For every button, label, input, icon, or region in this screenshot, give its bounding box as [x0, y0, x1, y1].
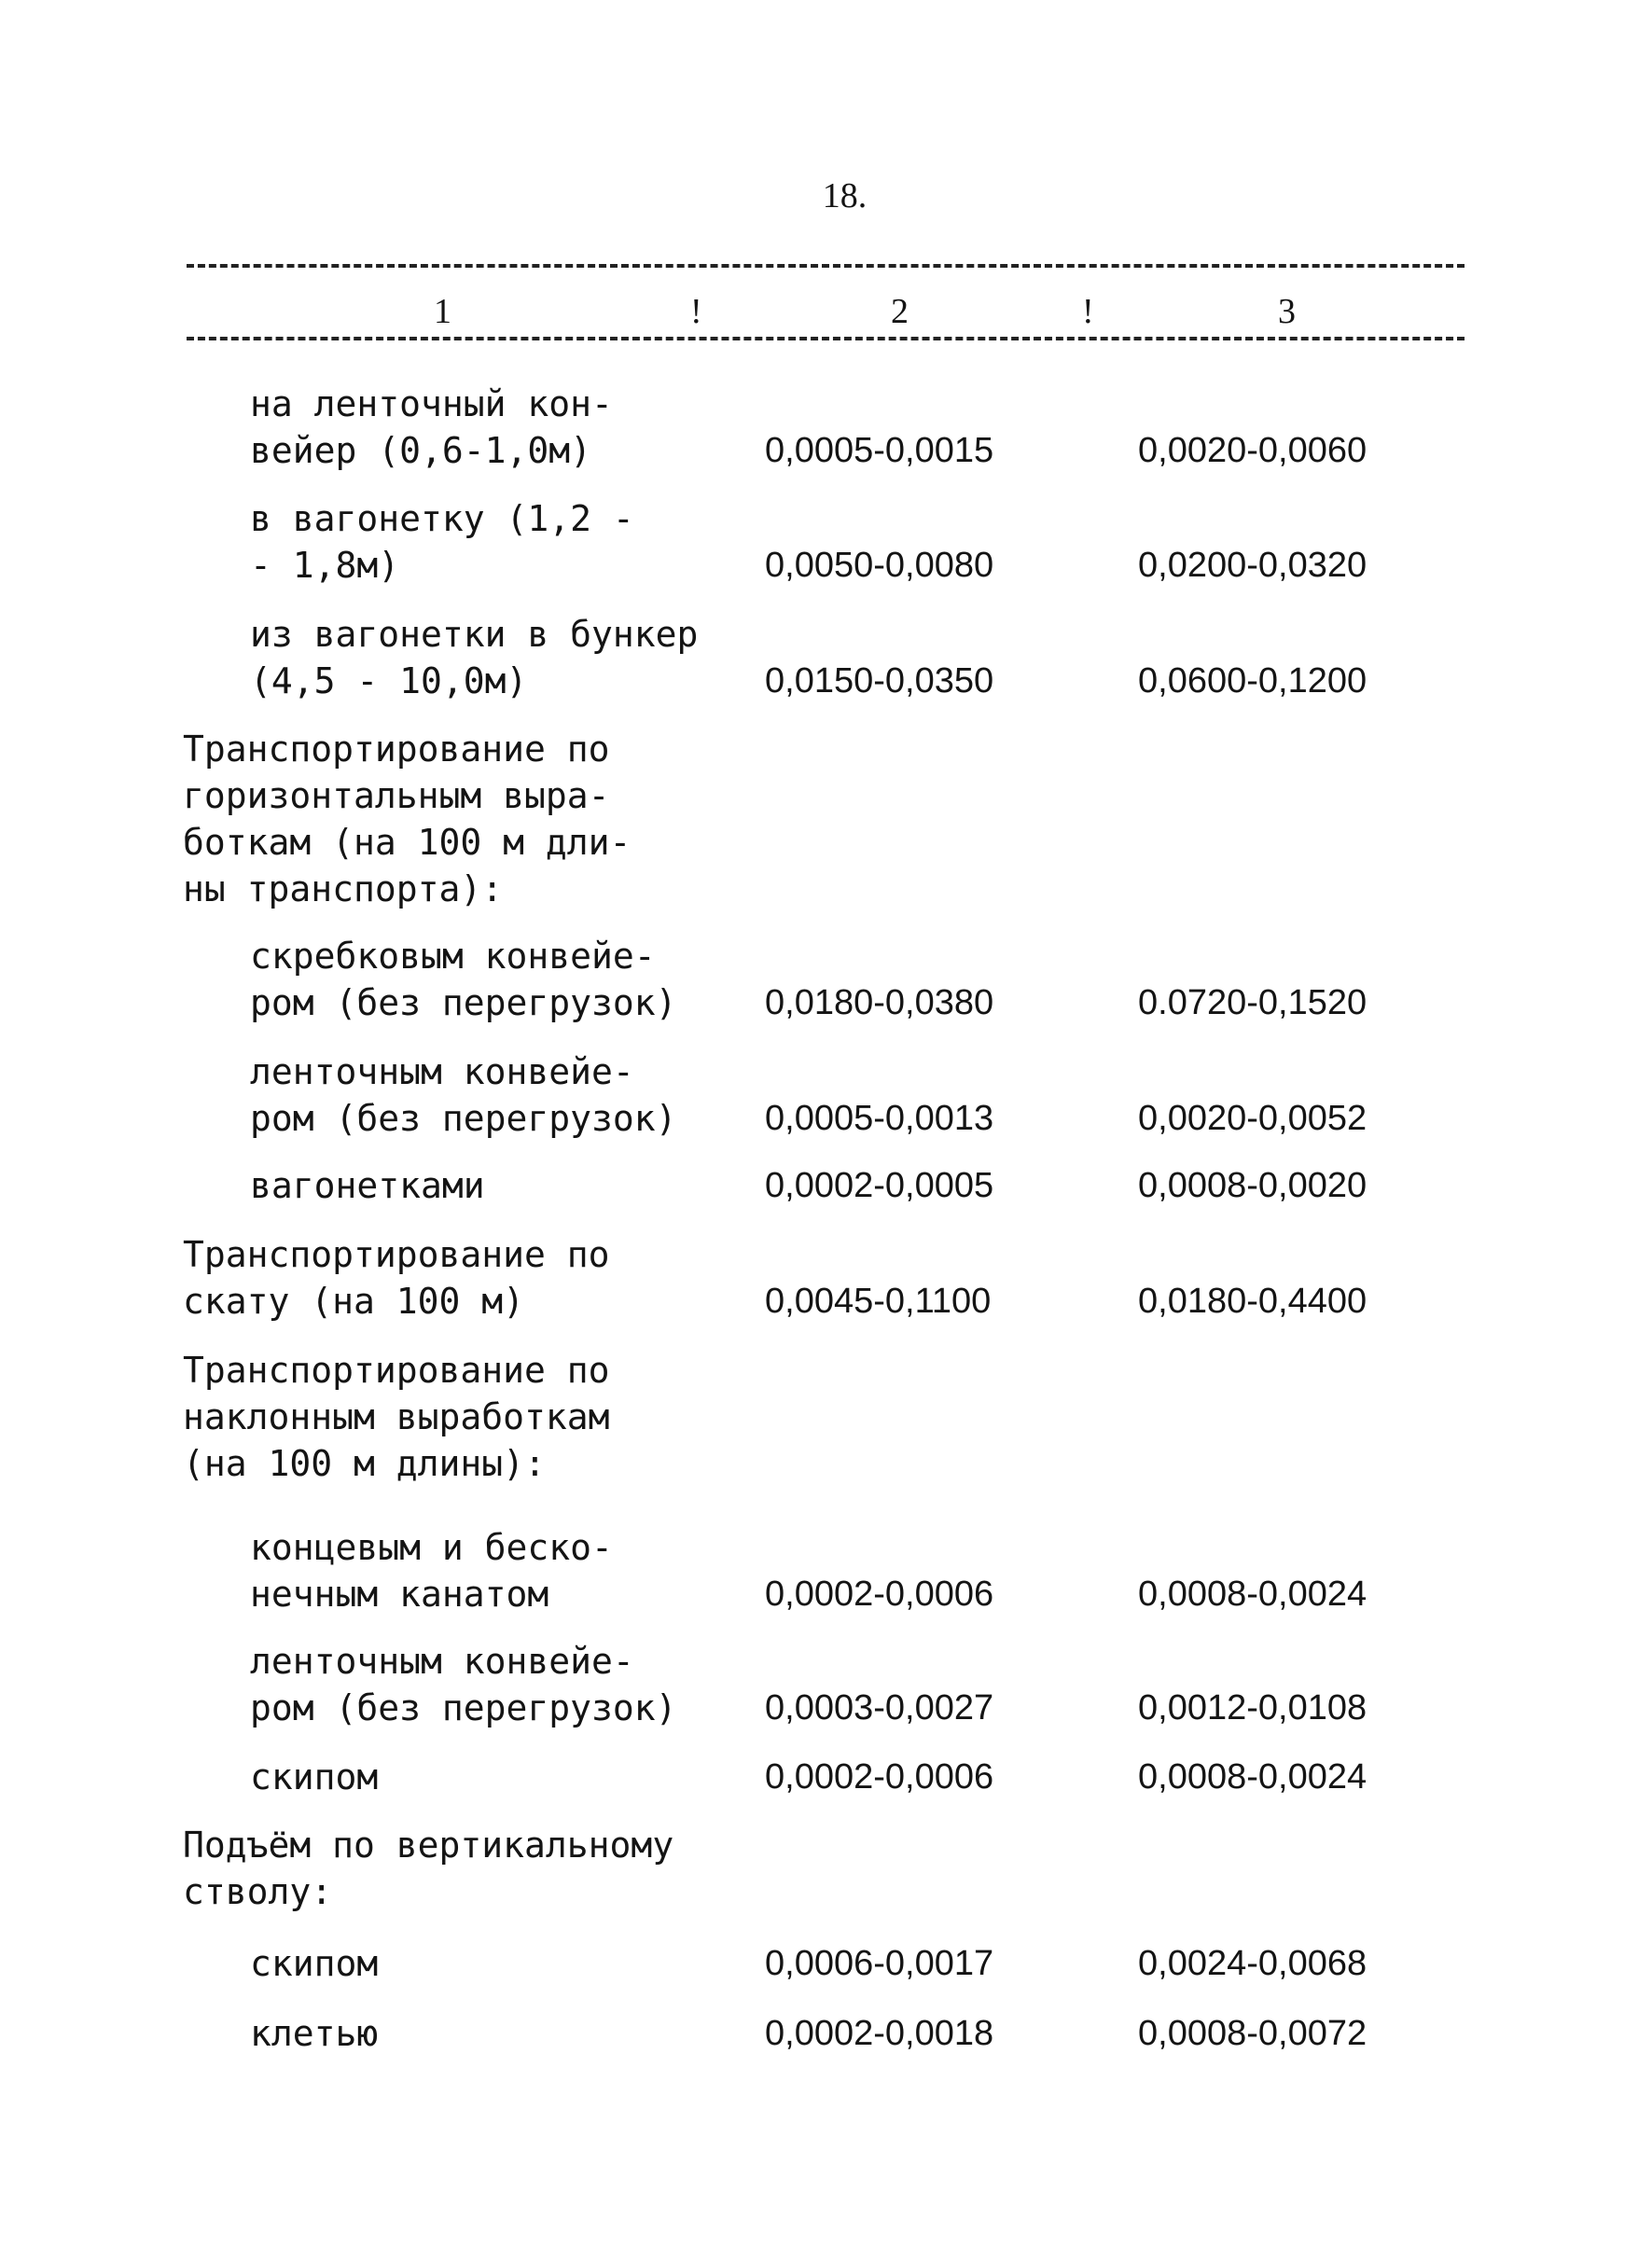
row-label-line: (на 100 м длины):	[183, 1443, 546, 1484]
row-label	[250, 1638, 677, 1731]
table-row	[0, 1231, 1652, 1325]
row-label-line: - 1,8м)	[250, 545, 400, 586]
row-label-line: из вагонетки в бункер	[250, 614, 699, 655]
column-header-1: 1	[434, 292, 451, 331]
table-row	[0, 2010, 1652, 2057]
row-label	[183, 726, 631, 912]
row-label-line: вагонетками	[250, 1165, 485, 1206]
value-col2: 0,0003-0,0027	[765, 1688, 994, 1728]
row-label-line: скребковым конвейе-	[250, 936, 656, 977]
table-top-rule	[187, 264, 1465, 268]
table-row	[0, 933, 1652, 1026]
row-label-line: скату (на 100 м)	[183, 1281, 525, 1322]
row-label-line: скипом	[250, 1943, 379, 1984]
row-label-line: ны транспорта):	[183, 868, 504, 909]
value-col3: 0,0600-0,1200	[1138, 661, 1367, 701]
row-label-line: ленточным конвейе-	[250, 1641, 634, 1682]
value-col3: 0,0008-0,0024	[1138, 1757, 1367, 1797]
value-col2: 0,0006-0,0017	[765, 1944, 994, 1983]
row-label-line: клетью	[250, 2013, 379, 2054]
value-col2: 0,0002-0,0005	[765, 1166, 994, 1205]
table-row	[0, 1822, 1652, 1915]
table-row	[0, 1524, 1652, 1617]
row-label	[250, 1940, 378, 1987]
row-label	[250, 1162, 485, 1209]
row-label-line: скипом	[250, 1756, 379, 1797]
value-col2: 0,0002-0,0006	[765, 1757, 994, 1797]
value-col3: 0,0020-0,0052	[1138, 1099, 1367, 1138]
row-label-line: в вагонетку (1,2 -	[250, 498, 634, 539]
row-label	[250, 1524, 613, 1617]
column-header-3: 3	[1278, 292, 1296, 331]
row-label	[250, 2010, 378, 2057]
table-row	[0, 726, 1652, 912]
row-label	[250, 381, 613, 474]
table-row	[0, 1048, 1652, 1142]
row-label-line: ром (без перегрузок)	[250, 982, 677, 1023]
value-col2: 0,0002-0,0006	[765, 1575, 994, 1614]
row-label-line: концевым и беско-	[250, 1527, 613, 1568]
row-label	[250, 933, 677, 1026]
row-label-line: Подъём по вертикальному	[183, 1825, 674, 1866]
value-col3: 0,0180-0,4400	[1138, 1282, 1367, 1321]
table-header-row	[0, 291, 1652, 332]
row-label	[183, 1347, 610, 1487]
row-label-line: Транспортирование по	[183, 729, 610, 770]
row-label	[250, 495, 634, 589]
row-label-line: стволу:	[183, 1871, 333, 1912]
value-col3: 0,0008-0,0020	[1138, 1166, 1367, 1205]
table-row	[0, 1754, 1652, 1800]
value-col2: 0,0045-0,1100	[765, 1282, 992, 1321]
value-col2: 0,0005-0,0013	[765, 1099, 994, 1138]
table-row	[0, 1638, 1652, 1731]
row-label-line: ром (без перегрузок)	[250, 1687, 677, 1728]
table-row	[0, 611, 1652, 704]
value-col2: 0,0005-0,0015	[765, 431, 994, 470]
value-col3: 0,0024-0,0068	[1138, 1944, 1367, 1983]
row-label-line: (4,5 - 10,0м)	[250, 660, 528, 701]
value-col3: 0,0020-0,0060	[1138, 431, 1367, 470]
value-col2: 0,0150-0,0350	[765, 661, 994, 701]
value-col3: 0,0008-0,0024	[1138, 1575, 1367, 1614]
table-row	[0, 1162, 1652, 1209]
row-label-line: ленточным конвейе-	[250, 1051, 634, 1092]
column-header-2: 2	[891, 292, 909, 331]
value-col3: 0,0012-0,0108	[1138, 1688, 1367, 1728]
table-row	[0, 381, 1652, 474]
row-label-line: ром (без перегрузок)	[250, 1098, 677, 1139]
row-label	[183, 1231, 610, 1325]
column-separator: !	[1082, 292, 1094, 331]
value-col2: 0,0050-0,0080	[765, 546, 994, 585]
row-label-line: наклонным выработкам	[183, 1396, 610, 1437]
row-label-line: горизонтальным выра-	[183, 775, 610, 816]
row-label-line: Транспортирование по	[183, 1350, 610, 1391]
row-label-line: боткам (на 100 м дли-	[183, 822, 632, 863]
page-number: 18.	[822, 176, 868, 215]
row-label-line: нечным канатом	[250, 1574, 549, 1615]
table-header-rule	[187, 337, 1465, 340]
row-label-line: на ленточный кон-	[250, 383, 613, 424]
value-col3: 0.0720-0,1520	[1138, 983, 1367, 1022]
value-col2: 0,0002-0,0018	[765, 2014, 994, 2053]
row-label-line: вейер (0,6-1,0м)	[250, 430, 592, 471]
table-row	[0, 495, 1652, 589]
value-col2: 0,0180-0,0380	[765, 983, 994, 1022]
row-label	[250, 1048, 677, 1142]
table-row	[0, 1940, 1652, 1987]
row-label	[250, 1754, 378, 1800]
row-label	[250, 611, 698, 704]
column-separator: !	[690, 292, 702, 331]
row-label	[183, 1822, 673, 1915]
table-row	[0, 1347, 1652, 1487]
value-col3: 0,0200-0,0320	[1138, 546, 1367, 585]
value-col3: 0,0008-0,0072	[1138, 2014, 1367, 2053]
row-label-line: Транспортирование по	[183, 1234, 610, 1275]
